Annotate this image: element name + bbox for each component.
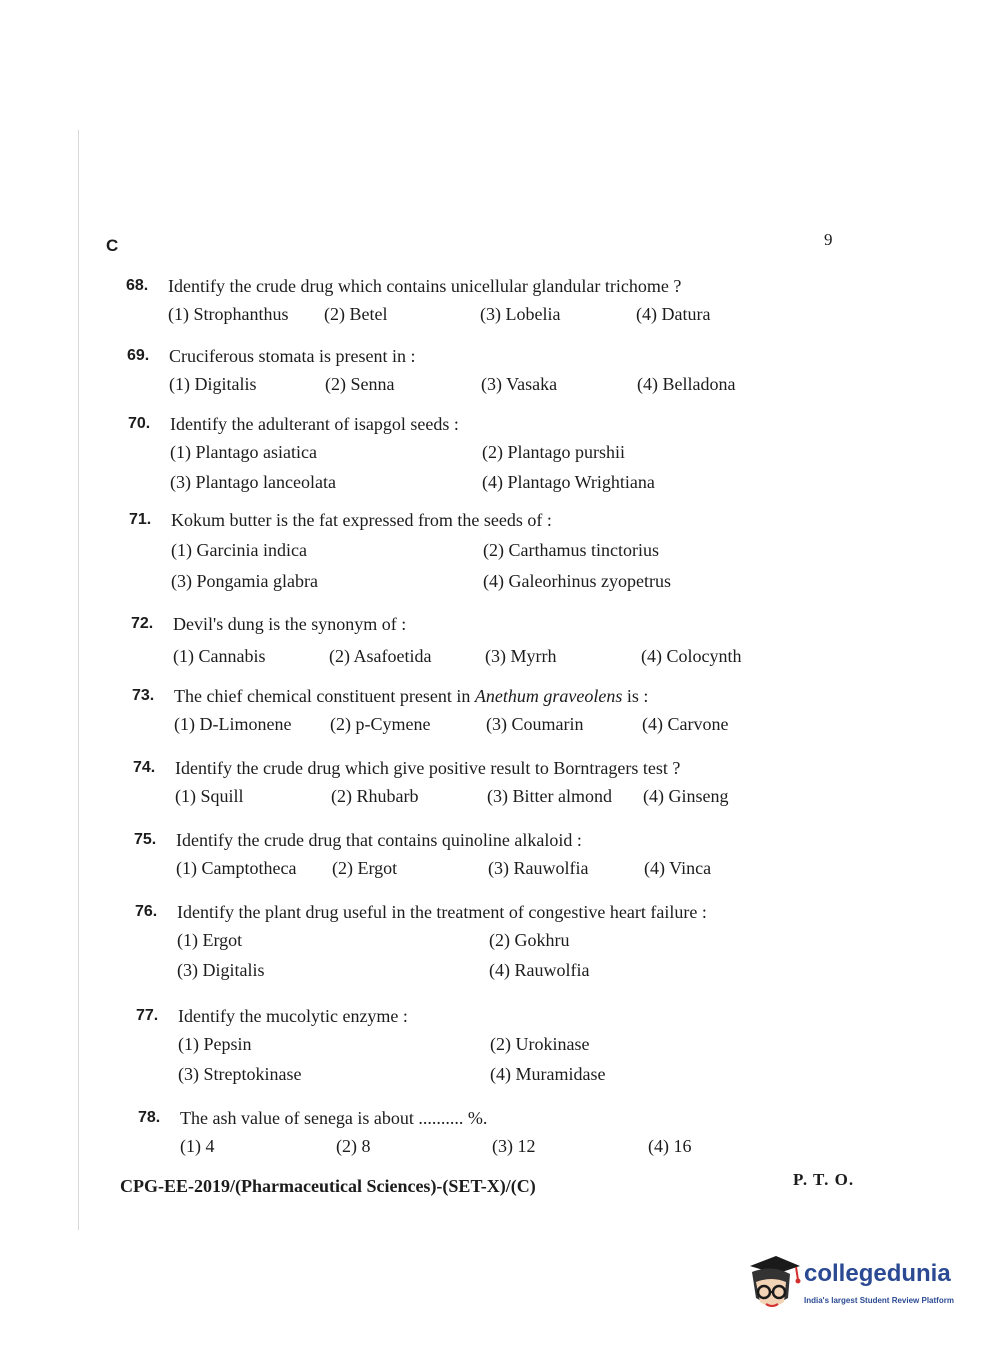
option-3: (3) Rauwolfia — [488, 858, 589, 878]
option-2: (2) Ergot — [332, 858, 398, 878]
question-text: Identify the crude drug which contains unicellular glandular trichome ? — [168, 276, 682, 296]
option-3: (3) Pongamia glabra — [171, 571, 318, 591]
question-71 — [129, 508, 769, 593]
question-text — [174, 684, 772, 708]
option-4: (4) Vinca — [644, 858, 712, 878]
option-1: (1) Digitalis — [169, 374, 257, 394]
brand-name: collegedunia — [804, 1260, 951, 1287]
mascot-icon — [742, 1252, 802, 1316]
option-1: (1) Camptotheca — [176, 858, 297, 878]
question-73 — [132, 684, 772, 736]
option-1: (1) Garcinia indica — [171, 540, 307, 560]
question-77 — [136, 1004, 776, 1086]
option-3: (3) Lobelia — [480, 304, 561, 324]
question-number: 69. — [127, 347, 150, 364]
options — [169, 372, 767, 396]
option-2: (2) Asafoetida — [329, 646, 432, 666]
option-3: (3) Digitalis — [177, 960, 265, 980]
option-1: (1) D-Limonene — [174, 714, 292, 734]
question-number: 77. — [136, 1007, 159, 1024]
question-text: The ash value of senega is about .......... %. — [180, 1108, 488, 1128]
question-text: Kokum butter is the fat expressed from the seeds of : — [171, 510, 552, 530]
question-number: 78. — [138, 1109, 161, 1126]
question-number: 73. — [132, 687, 155, 704]
option-2: (2) p-Cymene — [330, 714, 431, 734]
option-2: (2) Gokhru — [489, 930, 570, 950]
text-part: is : — [622, 686, 649, 706]
question-72 — [131, 612, 771, 668]
option-3: (3) Coumarin — [486, 714, 584, 734]
option-2: (2) Carthamus tinctorius — [483, 540, 659, 560]
option-1: (1) Strophanthus — [168, 304, 289, 324]
set-code: C — [106, 236, 119, 255]
option-2: (2) 8 — [336, 1136, 371, 1156]
question-74 — [133, 756, 773, 808]
options — [180, 1134, 778, 1158]
option-4: (4) Carvone — [642, 714, 729, 734]
options — [177, 928, 775, 982]
option-4: (4) 16 — [648, 1136, 692, 1156]
option-3: (3) Myrrh — [485, 646, 557, 666]
options — [176, 856, 774, 880]
question-text: Identify the crude drug which give positive result to Borntragers test ? — [175, 758, 681, 778]
question-number: 70. — [128, 415, 151, 432]
question-75 — [134, 828, 774, 880]
question-68 — [126, 274, 766, 326]
option-1: (1) Squill — [175, 786, 244, 806]
question-76 — [135, 900, 775, 982]
brand-tagline: India's largest Student Review Platform — [804, 1296, 954, 1305]
pto-label: P. T. O. — [793, 1170, 855, 1189]
question-number: 68. — [126, 277, 149, 294]
page-number: 9 — [824, 230, 833, 249]
option-4: (4) Rauwolfia — [489, 960, 590, 980]
option-2: (2) Betel — [324, 304, 388, 324]
text-part: The chief chemical constituent present in — [174, 686, 475, 706]
option-1: (1) Cannabis — [173, 646, 266, 666]
species-name: Anethum graveolens — [474, 686, 623, 706]
question-number: 76. — [135, 903, 158, 920]
question-text: Identify the plant drug useful in the treatment of congestive heart failure : — [177, 902, 707, 922]
option-2: (2) Urokinase — [490, 1034, 590, 1054]
question-number: 71. — [129, 511, 152, 528]
option-1: (1) 4 — [180, 1136, 215, 1156]
option-3: (3) Streptokinase — [178, 1064, 302, 1084]
options — [168, 302, 766, 326]
option-3: (3) Bitter almond — [487, 786, 612, 806]
options — [178, 1032, 776, 1086]
question-number: 72. — [131, 615, 154, 632]
option-1: (1) Pepsin — [178, 1034, 252, 1054]
option-2: (2) Plantago purshii — [482, 442, 625, 462]
option-4: (4) Datura — [636, 304, 711, 324]
option-2: (2) Senna — [325, 374, 395, 394]
options — [174, 712, 772, 736]
option-4: (4) Plantago Wrightiana — [482, 472, 655, 492]
question-text: Identify the adulterant of isapgol seeds : — [170, 414, 459, 434]
margin-line — [78, 130, 79, 1230]
option-4: (4) Belladona — [637, 374, 736, 394]
question-text: Cruciferous stomata is present in : — [169, 346, 416, 366]
question-number: 75. — [134, 831, 157, 848]
question-number: 74. — [133, 759, 156, 776]
question-text: Identify the mucolytic enzyme : — [178, 1006, 408, 1026]
option-4: (4) Muramidase — [490, 1064, 606, 1084]
options — [171, 538, 769, 593]
question-69 — [127, 344, 767, 396]
option-4: (4) Colocynth — [641, 646, 742, 666]
options — [170, 440, 768, 494]
question-70 — [128, 412, 768, 494]
question-text: Devil's dung is the synonym of : — [173, 614, 407, 634]
option-1: (1) Plantago asiatica — [170, 442, 317, 462]
option-3: (3) Plantago lanceolata — [170, 472, 336, 492]
paper-code: CPG-EE-2019/(Pharmaceutical Sciences)-(SET-X)/(C) — [120, 1176, 536, 1196]
option-3: (3) 12 — [492, 1136, 536, 1156]
option-1: (1) Ergot — [177, 930, 243, 950]
option-4: (4) Ginseng — [643, 786, 729, 806]
option-2: (2) Rhubarb — [331, 786, 419, 806]
question-text: Identify the crude drug that contains quinoline alkaloid : — [176, 830, 582, 850]
options — [173, 644, 771, 668]
collegedunia-watermark — [742, 1252, 968, 1316]
options — [175, 784, 773, 808]
question-78 — [138, 1106, 778, 1158]
option-4: (4) Galeorhinus zyopetrus — [483, 571, 671, 591]
option-3: (3) Vasaka — [481, 374, 558, 394]
